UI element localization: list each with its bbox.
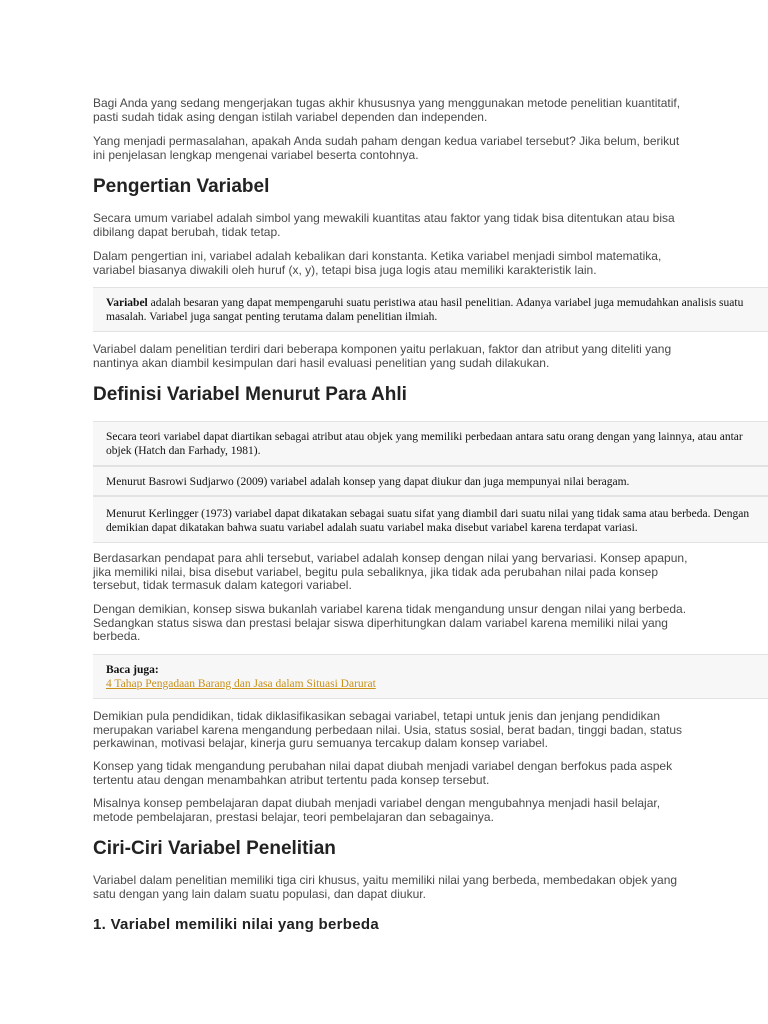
definisi-paragraph-5: Misalnya konsep pembelajaran dapat diubah menjadi variabel dengan mengubahnya menjadi hasil belajar, metode pembelajaran, prestasi belajar, teori pembelajaran dan sebagainya. [93,796,661,824]
baca-juga-link[interactable]: 4 Tahap Pengadaan Barang dan Jasa dalam Situasi Darurat [106,678,376,690]
definisi-paragraph-3: Demikian pula pendidikan, tidak diklasifikasikan sebagai variabel, tetapi untuk jenis dan jenjang pendidikan merupakan variabel karena mengandung perbedaan nilai. Usia, status sosial, berat badan, tinggi badan, status perkawinan, motivasi belajar, kinerja guru semuanya tercakup dalam konsep variabel. [93,709,683,750]
intro-paragraph-2: Yang menjadi permasalahan, apakah Anda sudah paham dengan kedua variabel tersebut? Jika belum, berikut ini penjelasan lengkap mengenai variabel beserta contohnya. [93,134,680,162]
definisi-paragraph-4: Konsep yang tidak mengandung perubahan nilai dapat diubah menjadi variabel dengan berfokus pada aspek tertentu atau dengan menambahkan atribut tertentu pada konsep tersebut. [93,759,673,787]
pengertian-paragraph-1: Secara umum variabel adalah simbol yang mewakili kuantitas atau faktor yang tidak bisa ditentukan atau bisa dibilang dapat berubah, tidak tetap. [93,211,675,239]
pengertian-paragraph-2: Dalam pengertian ini, variabel adalah kebalikan dari konstanta. Ketika variabel menjadi simbol matematika, variabel biasanya diwakili oleh huruf (x, y), tetapi bisa juga logis atau memiliki karakteristik lain. [93,249,662,277]
intro-paragraph-1: Bagi Anda yang sedang mengerjakan tugas akhir khususnya yang menggunakan metode penelitian kuantitatif, pasti sudah tidak asing dengan istilah variabel dependen dan independen. [93,96,681,124]
pengertian-paragraph-3: Variabel dalam penelitian terdiri dari beberapa komponen yaitu perlakuan, faktor dan atribut yang diteliti yang nantinya akan diambil kesimpulan dari hasil evaluasi penelitian yang sudah dilakukan. [93,342,672,370]
quote-term: Variabel [106,297,148,309]
definisi-paragraph-1: Berdasarkan pendapat para ahli tersebut, variabel adalah konsep dengan nilai yang bervariasi. Konsep apapun, jika memiliki nilai, bisa disebut variabel, begitu pula sebaliknya, jika tidak ada perubahan nilai pada konsep tersebut, tidak termasuk dalam kategori variabel. [93,551,688,592]
blockquote-kerlingger: Menurut Kerlingger (1973) variabel dapat dikatakan sebagai suatu sifat yang diambil dari suatu nilai yang tidak sama atau berbeda. Dengan demikian dapat dikatakan bahwa suatu variabel adalah suatu variabel maka disebut variabel karena terdapat variasi. [93,496,768,543]
quote-text: adalah besaran yang dapat mempengaruhi suatu peristiwa atau hasil penelitian. Adanya variabel juga memudahkan analisis suatu masalah. Variabel juga sangat penting terutama dalam penelitian ilmiah. [106,297,744,323]
heading-ciri-ciri: Ciri-Ciri Variabel Penelitian [93,838,336,859]
ciri-paragraph-1: Variabel dalam penelitian memiliki tiga ciri khusus, yaitu memiliki nilai yang berbeda, membedakan objek yang satu dengan yang lain dalam suatu populasi, dan dapat diukur. [93,873,678,901]
blockquote-variabel-definition [93,287,768,332]
baca-juga-box [93,654,768,699]
subheading-nilai-berbeda: 1. Variabel memiliki nilai yang berbeda [93,916,379,933]
blockquote-basrowi: Menurut Basrowi Sudjarwo (2009) variabel adalah konsep yang dapat diukur dan juga mempunyai nilai beragam. [93,466,768,496]
definisi-paragraph-2: Dengan demikian, konsep siswa bukanlah variabel karena tidak mengandung unsur dengan nilai yang berbeda. Sedangkan status siswa dan prestasi belajar siswa diperhitungkan dalam variabel karena memiliki nilai yang berbeda. [93,602,687,643]
heading-definisi-para-ahli: Definisi Variabel Menurut Para Ahli [93,384,407,405]
heading-pengertian-variabel: Pengertian Variabel [93,176,270,197]
baca-juga-label: Baca juga: [106,664,159,676]
blockquote-hatch-farhady: Secara teori variabel dapat diartikan sebagai atribut atau objek yang memiliki perbedaan antara satu orang dengan yang lainnya, atau antar objek (Hatch dan Farhady, 1981). [93,421,768,466]
